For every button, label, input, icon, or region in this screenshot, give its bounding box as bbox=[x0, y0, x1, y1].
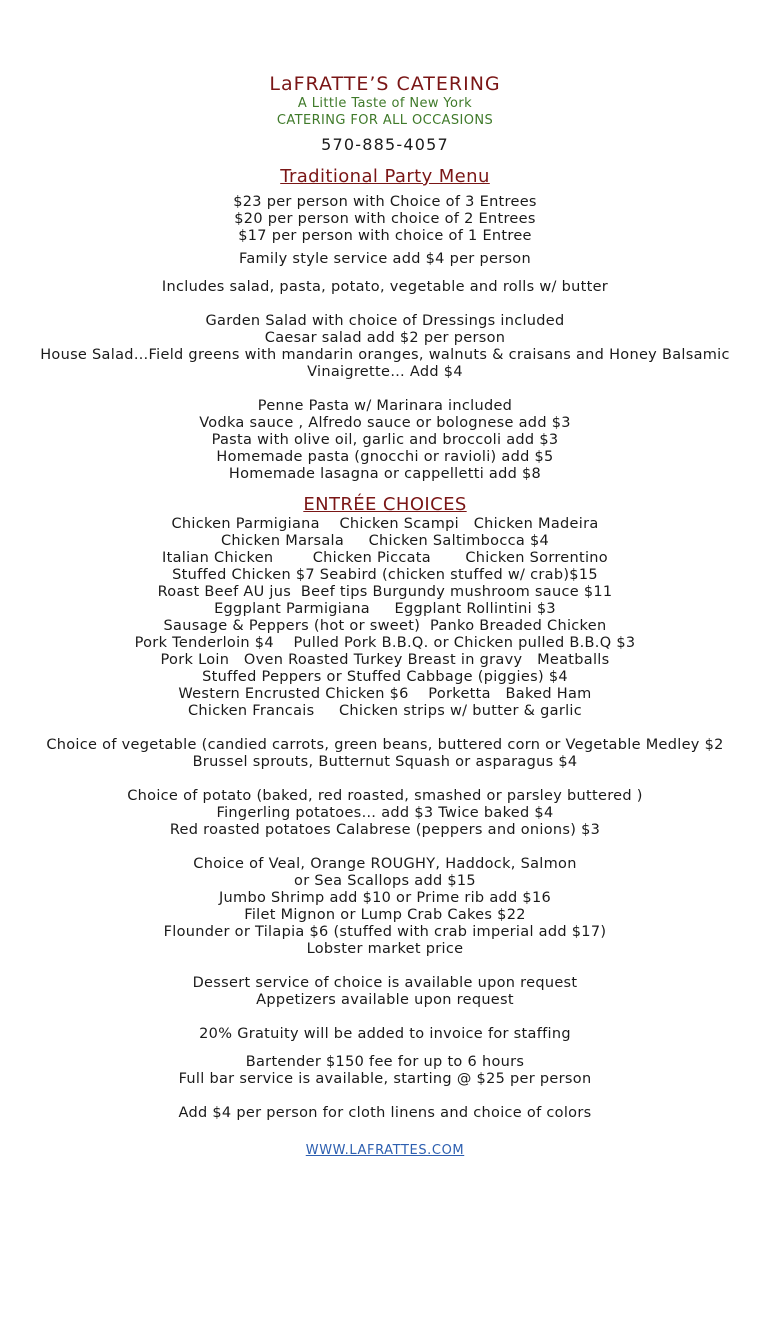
premium-line: Flounder or Tilapia $6 (stuffed with crab imperial add $17) bbox=[163, 924, 607, 940]
entree-line: Roast Beef AU jus Beef tips Burgundy mushroom sauce $11 bbox=[157, 584, 613, 600]
entree-line: Western Encrusted Chicken $6 Porketta Baked Ham bbox=[178, 686, 592, 702]
includes-note: Includes salad, pasta, potato, vegetable and rolls w/ butter bbox=[161, 279, 609, 295]
entree-line: Chicken Parmigiana Chicken Scampi Chicken Madeira bbox=[171, 516, 599, 532]
entree-block bbox=[0, 516, 770, 720]
premium-line: or Sea Scallops add $15 bbox=[294, 873, 476, 889]
salad-line: Garden Salad with choice of Dressings included bbox=[205, 313, 565, 329]
phone-number: 570-885-4057 bbox=[321, 135, 449, 154]
vegetable-line: Brussel sprouts, Butternut Squash or asparagus $4 bbox=[192, 754, 578, 770]
pasta-line: Penne Pasta w/ Marinara included bbox=[257, 398, 513, 414]
pasta-line: Homemade pasta (gnocchi or ravioli) add $5 bbox=[216, 449, 554, 465]
potato-line: Choice of potato (baked, red roasted, smashed or parsley buttered ) bbox=[127, 788, 643, 804]
salad-line: Vinaigrette… Add $4 bbox=[307, 364, 463, 380]
pricing-line: $20 per person with choice of 2 Entrees bbox=[234, 211, 536, 227]
entree-line: Chicken Francais Chicken strips w/ butter & garlic bbox=[187, 703, 583, 719]
entree-line: Sausage & Peppers (hot or sweet) Panko Breaded Chicken bbox=[163, 618, 607, 634]
pricing-line: $23 per person with Choice of 3 Entrees bbox=[233, 194, 537, 210]
pricing-line: $17 per person with choice of 1 Entree bbox=[238, 228, 532, 244]
entree-line: Italian Chicken Chicken Piccata Chicken Sorrentino bbox=[162, 550, 608, 566]
family-style-note: Family style service add $4 per person bbox=[239, 251, 531, 267]
salad-line: Caesar salad add $2 per person bbox=[264, 330, 506, 346]
entree-line: Chicken Marsala Chicken Saltimbocca $4 bbox=[220, 533, 550, 549]
potato-line: Fingerling potatoes… add $3 Twice baked $4 bbox=[216, 805, 554, 821]
pasta-line: Pasta with olive oil, garlic and broccoli add $3 bbox=[211, 432, 559, 448]
premium-line: Filet Mignon or Lump Crab Cakes $22 bbox=[244, 907, 526, 923]
subtagline: CATERING FOR ALL OCCASIONS bbox=[276, 113, 494, 128]
extras-line: Dessert service of choice is available upon request bbox=[192, 975, 578, 991]
entree-line: Pork Tenderloin $4 Pulled Pork B.B.Q. or Chicken pulled B.B.Q $3 bbox=[134, 635, 636, 651]
entree-line: Pork Loin Oven Roasted Turkey Breast in gravy Meatballs bbox=[160, 652, 610, 668]
pasta-block bbox=[0, 398, 770, 483]
premium-block bbox=[0, 856, 770, 958]
menu-page bbox=[0, 73, 770, 1318]
bar-line: Full bar service is available, starting @ $25 per person bbox=[178, 1071, 592, 1087]
premium-line: Choice of Veal, Orange ROUGHY, Haddock, Salmon bbox=[193, 856, 577, 872]
salad-block bbox=[0, 313, 770, 381]
vegetable-block bbox=[0, 737, 770, 771]
extras-line: Appetizers available upon request bbox=[256, 992, 514, 1008]
potato-line: Red roasted potatoes Calabrese (peppers and onions) $3 bbox=[169, 822, 601, 838]
gratuity-note: 20% Gratuity will be added to invoice for staffing bbox=[199, 1026, 571, 1042]
bar-block bbox=[0, 1054, 770, 1088]
linens-note: Add $4 per person for cloth linens and choice of colors bbox=[178, 1105, 592, 1121]
tagline: A Little Taste of New York bbox=[297, 96, 473, 111]
entree-line: Stuffed Peppers or Stuffed Cabbage (piggies) $4 bbox=[202, 669, 568, 685]
salad-line: House Salad…Field greens with mandarin oranges, walnuts & craisans and Honey Balsamic bbox=[40, 347, 730, 363]
business-name: LaFRATTE’S CATERING bbox=[269, 73, 501, 95]
pasta-line: Homemade lasagna or cappelletti add $8 bbox=[228, 466, 542, 482]
website-link[interactable]: WWW.LAFRATTES.COM bbox=[305, 1143, 465, 1158]
menu-title: Traditional Party Menu bbox=[280, 166, 490, 187]
extras-block bbox=[0, 975, 770, 1009]
entree-line: Eggplant Parmigiana Eggplant Rollintini $3 bbox=[214, 601, 556, 617]
potato-block bbox=[0, 788, 770, 839]
vegetable-line: Choice of vegetable (candied carrots, green beans, buttered corn or Vegetable Medley $2 bbox=[46, 737, 724, 753]
entree-title: ENTRÉE CHOICES bbox=[303, 494, 467, 515]
premium-line: Jumbo Shrimp add $10 or Prime rib add $16 bbox=[218, 890, 552, 906]
pricing-block bbox=[0, 194, 770, 245]
premium-line: Lobster market price bbox=[306, 941, 464, 957]
pasta-line: Vodka sauce , Alfredo sauce or bolognese add $3 bbox=[199, 415, 571, 431]
bar-line: Bartender $150 fee for up to 6 hours bbox=[245, 1054, 525, 1070]
entree-line: Stuffed Chicken $7 Seabird (chicken stuffed w/ crab)$15 bbox=[172, 567, 598, 583]
